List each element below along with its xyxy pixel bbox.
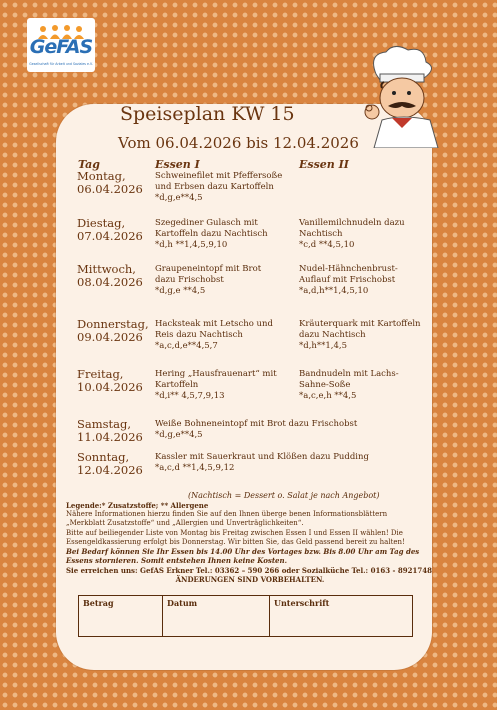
contact-line: Sie erreichen uns: GefAS Erkner Tel.: 03362 – 590 266 oder Sozialküche Tel.: 0163 - 8921748 [66,566,432,575]
dessert-note: (Nachtisch = Dessert o. Salat je nach Angebot) [188,491,380,500]
day-label: Mittwoch, 08.04.2026 [77,262,143,289]
day-label: Freitag, 10.04.2026 [77,367,143,394]
legend: Legende:* Zusatzstoffe; ** Allergene [66,501,209,510]
chef-icon [352,44,444,148]
meal1-tuesday: Szegediner Gulasch mit Kartoffeln dazu Nachtisch *d,h **1,4,5,9,10 [155,218,268,250]
footer-line: Nähere Informationen hierzu finden Sie auf den Ihnen überge benen Informationsblättern [66,510,388,518]
logo-subtitle: Gesellschaft für Arbeit und Soziales e.V. [29,62,93,66]
gefas-logo [27,18,95,72]
column-header-day: Tag [78,158,100,171]
signature-cell[interactable]: Unterschrift [270,596,413,637]
day-label: Diestag, 07.04.2026 [77,216,143,243]
meal2-thursday: Kräuterquark mit Kartoffeln dazu Nachtisch *d,h**1,4,5 [299,319,421,351]
date-cell[interactable]: Datum [163,596,270,637]
meal1-wednesday: Graupeneintopf mit Brot dazu Frischobst *d,g,e **4,5 [155,264,262,296]
footer-line: „Merkblatt Zusatzstoffe“ und „Allergien und Unverträglichkeiten“. [66,519,304,527]
footer-line: Essengeldkassierung erfolgt bis Donnerstag. Wir bitten Sie, das Geld passend bereit zu halten! [66,538,405,546]
amount-cell[interactable]: Betrag [79,596,163,637]
meal-sunday: Kassler mit Sauerkraut und Klößen dazu Pudding *a,c,d **1,4,5,9,12 [155,452,369,473]
meal2-friday: Bandnudeln mit Lachs-Sahne-Soße *a,c,e,h **4,5 [299,369,399,401]
meal1-thursday: Hacksteak mit Letscho und Reis dazu Nachtisch *a,c,d,e**4,5,7 [155,319,273,351]
column-header-meal1: Essen I [155,158,200,171]
cancellation-note: Bei Bedarf können Sie Ihr Essen bis 14.00 Uhr des Vortages bzw. Bis 8.00 Uhr am Tag des [66,547,420,556]
day-label: Samstag, 11.04.2026 [77,417,143,444]
day-label: Montag, 06.04.2026 [77,169,143,196]
signature-table [78,595,413,637]
meal2-tuesday: Vanillemilchnudeln dazu Nachtisch *c,d **4,5,10 [299,218,405,250]
page-title: Speiseplan KW 15 [120,103,295,125]
cancellation-note: Essens stornieren. Somit entstehen Ihnen keine Kosten. [66,556,288,565]
changes-reserved: ÄNDERUNGEN SIND VORBEHALTEN. [175,575,325,584]
footer-line: Bitte auf beiliegender Liste von Montag bis Freitag zwischen Essen I und Essen II wählen! Die [66,529,403,537]
meal1-monday: Schweinefilet mit Pfeffersoße und Erbsen dazu Kartoffeln *d,g,e**4,5 [155,171,283,203]
meal1-friday: Hering „Hausfrauenart“ mit Kartoffeln *d,i** 4,5,7,9,13 [155,369,277,401]
day-label: Donnerstag, 09.04.2026 [77,317,149,344]
column-header-meal2: Essen II [299,158,349,171]
meal-saturday: Weiße Bohneneintopf mit Brot dazu Frischobst *d,g,e**4,5 [155,419,358,440]
logo-wordmark: GeFAS [29,36,93,58]
day-label: Sonntag, 12.04.2026 [77,450,143,477]
meal2-wednesday: Nudel-Hähnchenbrust-Auflauf mit Frischobst *a,d,h**1,4,5,10 [299,264,398,296]
date-range: Vom 06.04.2026 bis 12.04.2026 [118,134,359,152]
